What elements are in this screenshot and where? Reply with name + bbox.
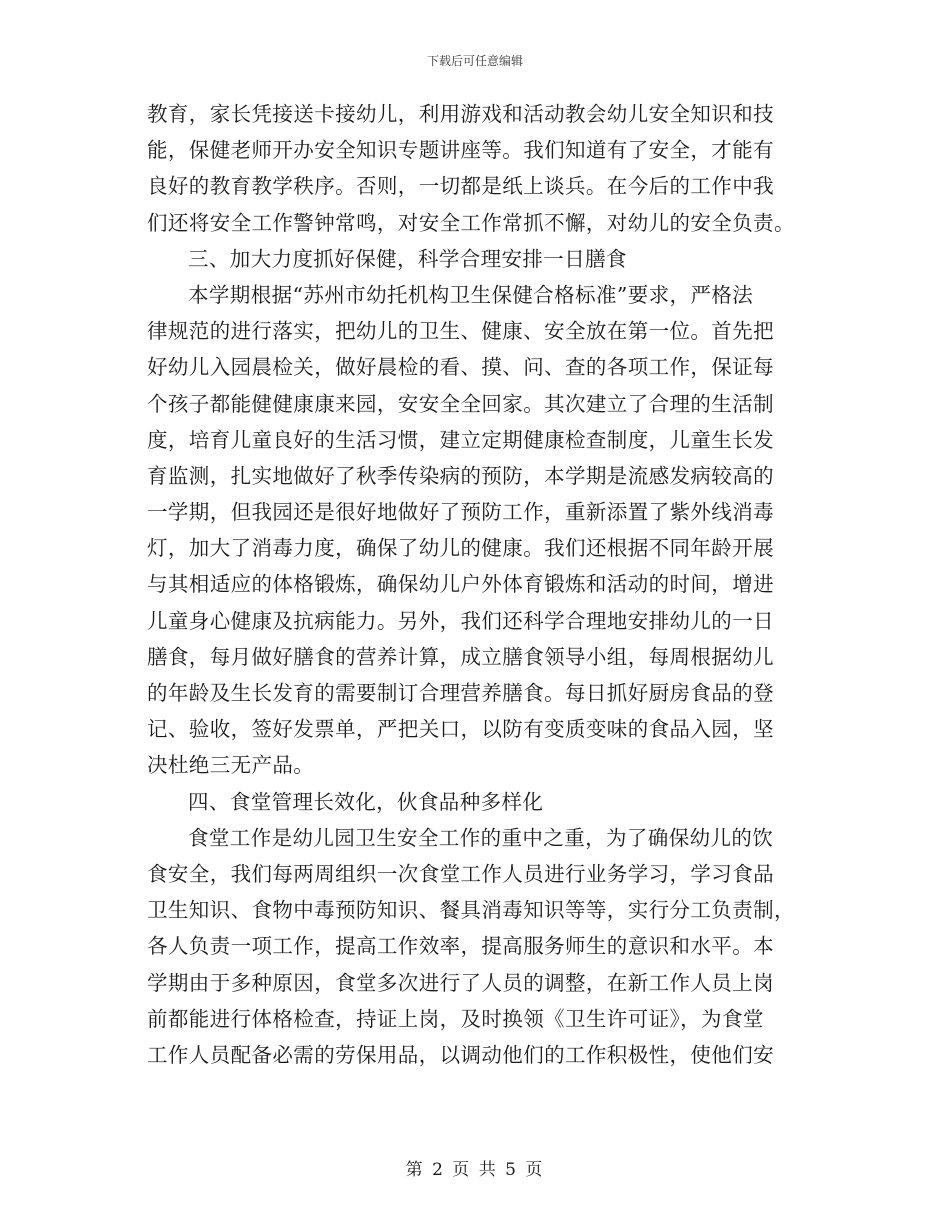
body-line: 学期由于多种原因，食堂多次进行了人员的调整，在新工作人员上岗 — [147, 970, 774, 995]
body-line: 前都能进行体格检查，持证上岗，及时换领《卫生许可证》，为食堂 — [147, 1006, 764, 1031]
body-line: 决杜绝三无产品。 — [147, 753, 315, 778]
body-line: 膳食，每月做好膳食的营养计算，成立膳食领导小组，每周根据幼儿 — [147, 644, 774, 669]
body-line: 儿童身心健康及抗病能力。另外，我们还科学合理地安排幼儿的一日 — [147, 608, 774, 633]
body-line: 能，保健老师开办安全知识专题讲座等。我们知道有了安全，才能有 — [147, 138, 774, 163]
body-line: 度，培育儿童良好的生活习惯，建立定期健康检查制度，儿童生长发 — [147, 427, 774, 452]
paragraph-first-line: 本学期根据“苏州市幼托机构卫生保健合格标准”要求，严格法 — [188, 282, 754, 307]
body-line: 一学期，但我园还是很好地做好了预防工作，重新添置了紫外线消毒 — [147, 500, 774, 525]
section-heading: 三、加大力度抓好保健，科学合理安排一日膳食 — [188, 246, 627, 271]
body-line: 各人负责一项工作，提高工作效率，提高服务师生的意识和水平。本 — [147, 934, 774, 959]
paragraph-first-line: 食堂工作是幼儿园卫生安全工作的重中之重，为了确保幼儿的饮 — [188, 825, 774, 850]
body-line: 工作人员配备必需的劳保用品，以调动他们的工作积极性，使他们安 — [147, 1042, 774, 1067]
body-line: 食安全，我们每两周组织一次食堂工作人员进行业务学习，学习食品 — [147, 861, 774, 886]
body-line: 育监测，扎实地做好了秋季传染病的预防，本学期是流感发病较高的 — [147, 463, 774, 488]
body-line: 个孩子都能健健康康来园，安安全全回家。其次建立了合理的生活制 — [147, 391, 774, 416]
body-line: 记、验收，签好发票单，严把关口，以防有变质变味的食品入园，坚 — [147, 717, 774, 742]
body-line: 律规范的进行落实，把幼儿的卫生、健康、安全放在第一位。首先把 — [147, 319, 774, 344]
body-line: 的年龄及生长发育的需要制订合理营养膳食。每日抓好厨房食品的登 — [147, 681, 774, 705]
body-line: 良好的教育教学秩序。否则，一切都是纸上谈兵。在今后的工作中我 — [147, 174, 774, 199]
document-body — [147, 96, 803, 1073]
body-line: 灯，加大了消毒力度，确保了幼儿的健康。我们还根据不同年龄开展 — [147, 536, 774, 561]
body-line: 们还将安全工作警钟常鸣，对安全工作常抓不懈，对幼儿的安全负责。 — [147, 210, 795, 235]
section-heading: 四、食堂管理长效化，伙食品种多样化 — [188, 789, 544, 814]
body-line: 与其相适应的体格锻炼，确保幼儿户外体育锻炼和活动的时间，增进 — [147, 572, 774, 597]
page-header-note: 下载后可任意编辑 — [426, 54, 523, 68]
body-line: 卫生知识、食物中毒预防知识、餐具消毒知识等等，实行分工负责制， — [147, 898, 795, 923]
page-number-footer: 第 2 页 共 5 页 — [405, 1160, 545, 1180]
body-line: 教育，家长凭接送卡接幼儿，利用游戏和活动教会幼儿安全知识和技 — [147, 102, 774, 126]
body-line: 好幼儿入园晨检关，做好晨检的看、摸、问、查的各项工作，保证每 — [147, 355, 774, 380]
